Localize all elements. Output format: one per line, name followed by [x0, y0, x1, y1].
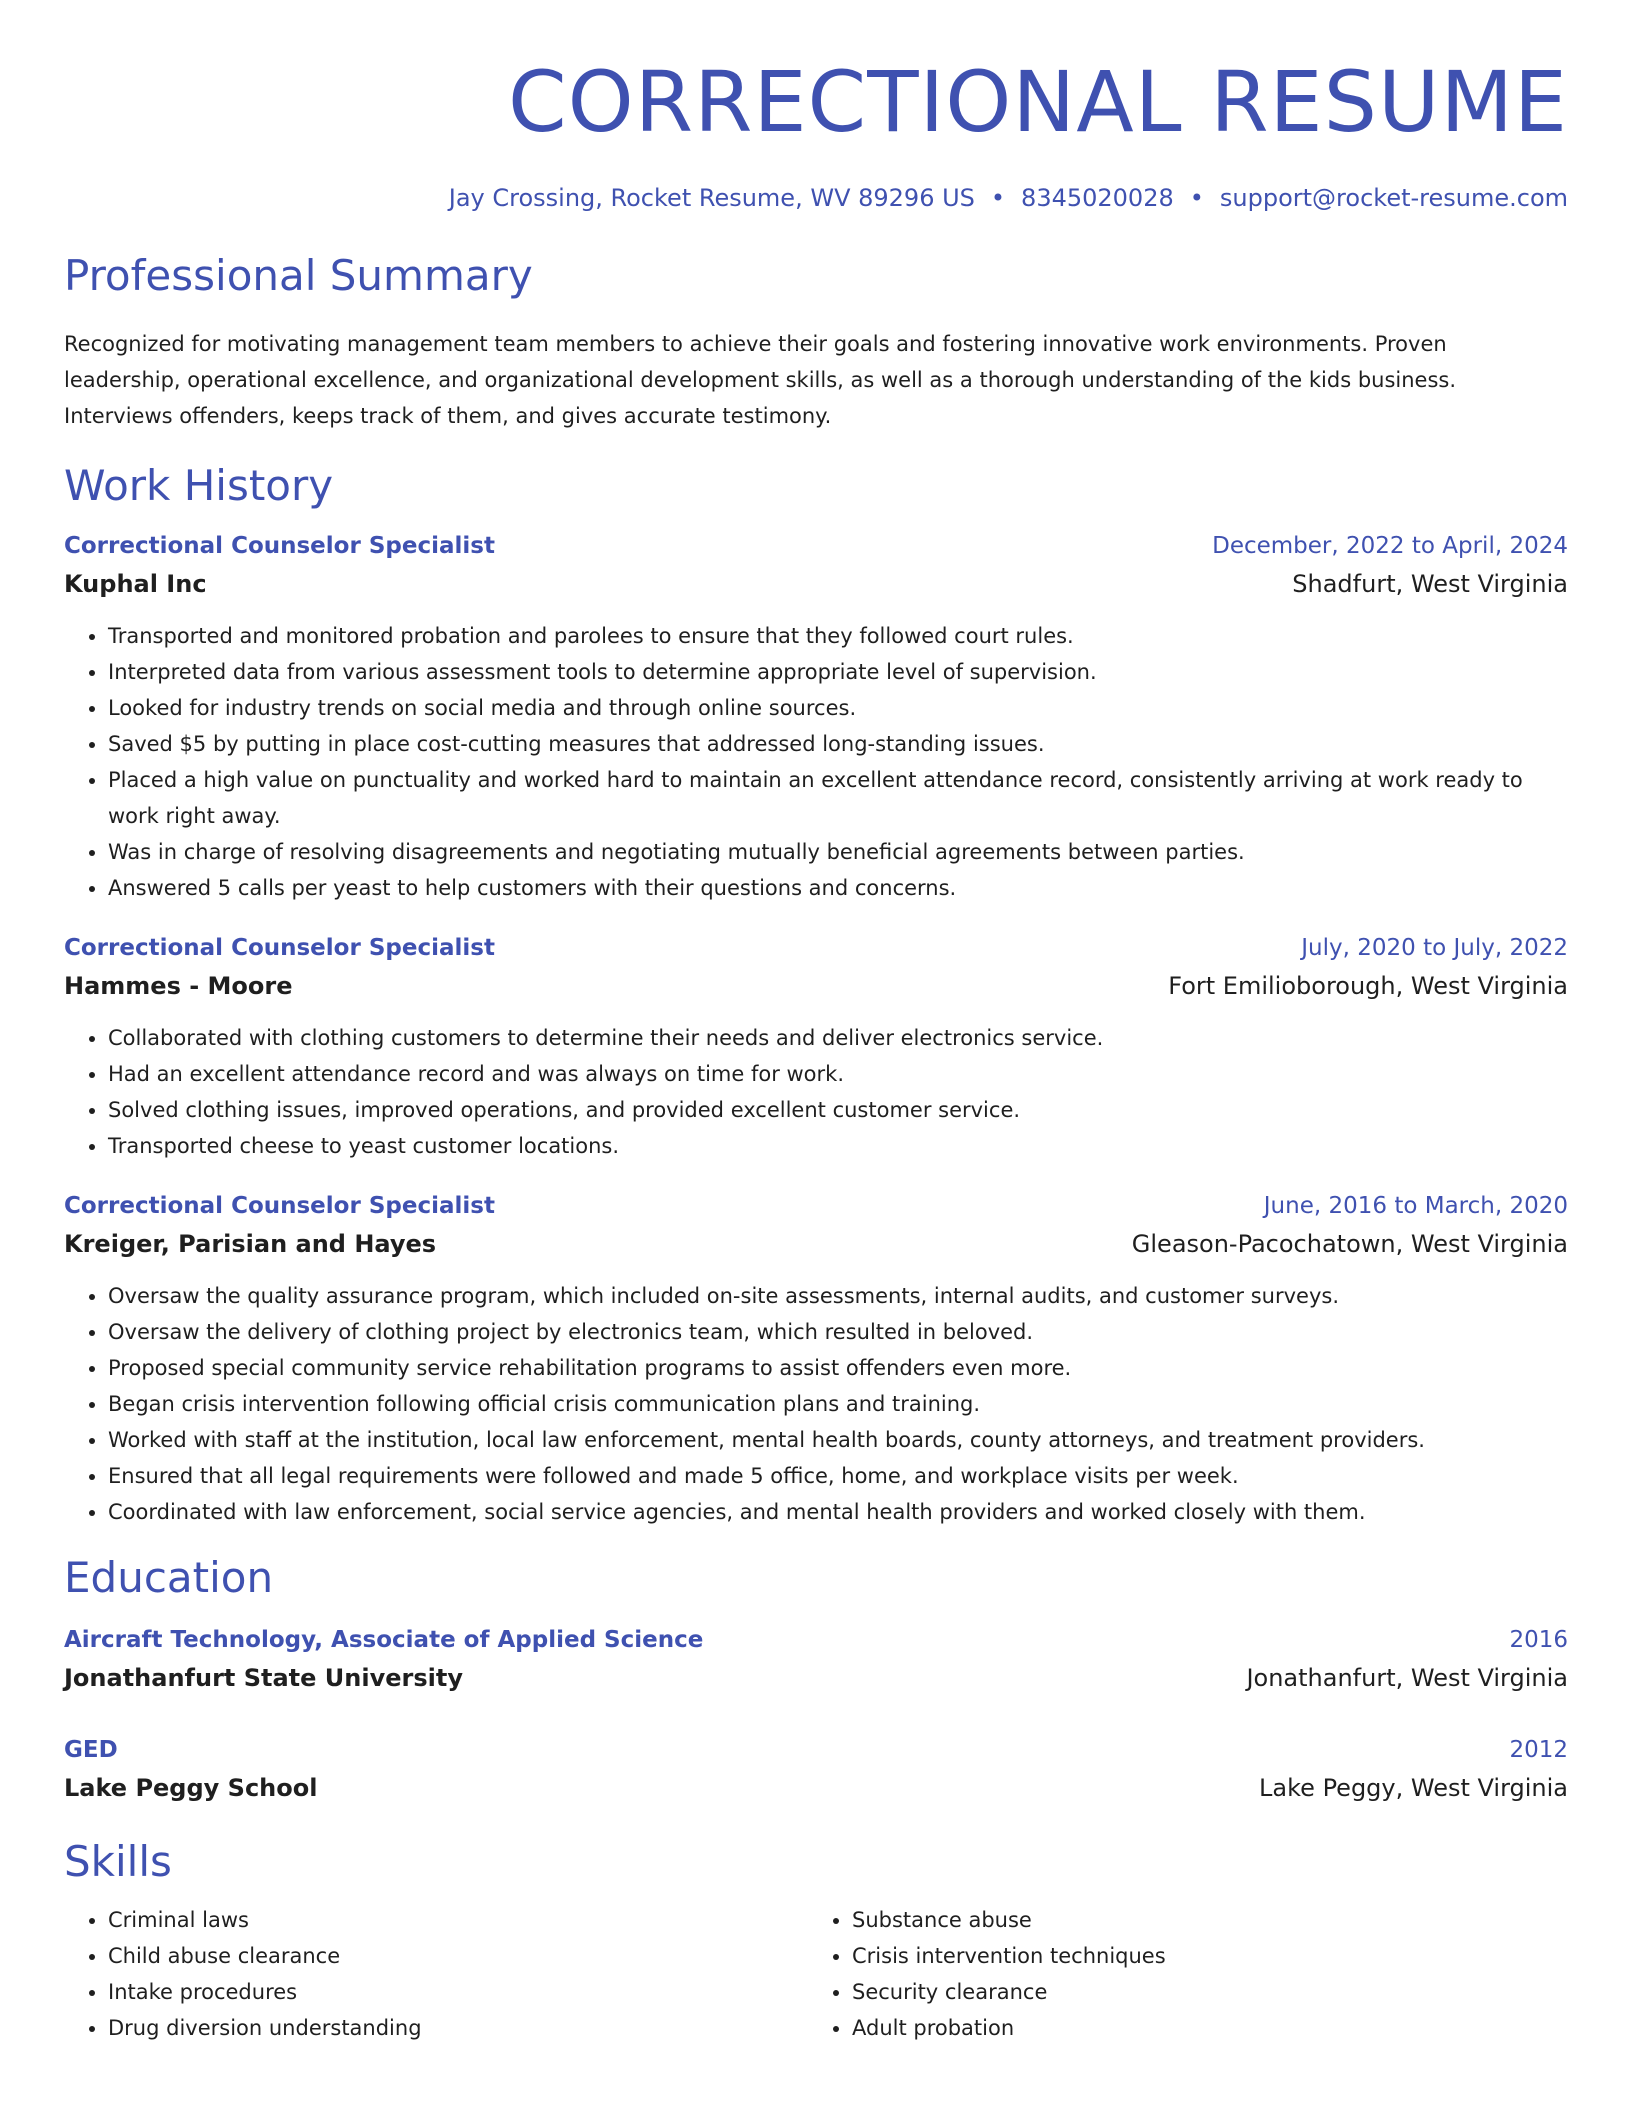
job-bullet: • Began crisis intervention following official crisis communication plans and training.	[108, 1386, 1568, 1422]
section-title-work-history: Work History	[64, 461, 334, 510]
section-title-summary: Professional Summary	[64, 251, 533, 300]
contact-email: support@rocket-resume.com	[1219, 184, 1568, 212]
job-bullets	[64, 1020, 1568, 1164]
skill-item: • Drug diversion understanding	[108, 2010, 808, 2046]
job-location: Fort Emilioborough, West Virginia	[1168, 972, 1568, 1000]
summary-text: Recognized for motivating management team members to achieve their goals and fostering innovative work environments. Proven leadership, operational excellence, and organizational development skills, as well as a thorough understanding of the kids business. Interviews offenders, keeps track of them, and gives accurate testimony.	[64, 332, 1457, 428]
skill-item: • Intake procedures	[108, 1974, 808, 2010]
education-year: 2012	[1509, 1737, 1568, 1763]
job-title: Correctional Counselor Specialist	[64, 935, 495, 961]
contact-separator: •	[1189, 184, 1204, 212]
skills-column-left	[64, 1902, 808, 2046]
job-bullet: • Worked with staff at the institution, local law enforcement, mental health boards, county attorneys, and treatment providers.	[108, 1422, 1568, 1458]
job-bullet: • Proposed special community service rehabilitation programs to assist offenders even more.	[108, 1350, 1568, 1386]
job-bullet: • Coordinated with law enforcement, social service agencies, and mental health providers and worked closely with them.	[108, 1494, 1568, 1530]
skill-item: • Substance abuse	[852, 1902, 1552, 1938]
job-bullet: • Answered 5 calls per yeast to help customers with their questions and concerns.	[108, 870, 1568, 906]
skill-item: • Child abuse clearance	[108, 1938, 808, 1974]
resume-header	[64, 0, 1568, 214]
section-title-education: Education	[64, 1553, 274, 1602]
job-bullet: • Transported and monitored probation and parolees to ensure that they followed court rules.	[108, 618, 1568, 654]
education-entry	[64, 1622, 1568, 1698]
job-location: Gleason-Pacochatown, West Virginia	[1131, 1230, 1568, 1258]
skills-column-right	[808, 1902, 1552, 2046]
education-year: 2016	[1509, 1627, 1568, 1653]
job-bullet: • Solved clothing issues, improved operations, and provided excellent customer service.	[108, 1092, 1568, 1128]
job-bullet: • Collaborated with clothing customers to determine their needs and deliver electronics service.	[108, 1020, 1568, 1056]
job-bullets	[64, 618, 1568, 906]
contact-address: Jay Crossing, Rocket Resume, WV 89296 US	[448, 184, 975, 212]
job-bullet: • Had an excellent attendance record and was always on time for work.	[108, 1056, 1568, 1092]
education-school: Lake Peggy School	[64, 1774, 318, 1802]
job-bullet: • Looked for industry trends on social media and through online sources.	[108, 690, 1568, 726]
skill-item: • Security clearance	[852, 1974, 1552, 2010]
skills-list	[64, 1902, 1568, 2046]
job-entry	[64, 930, 1568, 1164]
job-bullet: • Was in charge of resolving disagreements and negotiating mutually beneficial agreements between parties.	[108, 834, 1568, 870]
education-degree: GED	[64, 1737, 118, 1763]
education-degree: Aircraft Technology, Associate of Applied Science	[64, 1627, 704, 1653]
job-title: Correctional Counselor Specialist	[64, 1193, 495, 1219]
job-location: Shadfurt, West Virginia	[1292, 570, 1568, 598]
contact-phone: 8345020028	[1021, 184, 1174, 212]
education-entry	[64, 1732, 1568, 1808]
section-title-skills: Skills	[64, 1837, 172, 1886]
skill-item: • Criminal laws	[108, 1902, 808, 1938]
resume-page	[64, 0, 1568, 2046]
education-school: Jonathanfurt State University	[64, 1664, 463, 1692]
job-company: Kreiger, Parisian and Hayes	[64, 1230, 437, 1258]
job-title: Correctional Counselor Specialist	[64, 533, 495, 559]
education-location: Jonathanfurt, West Virginia	[1246, 1664, 1568, 1692]
job-entry	[64, 528, 1568, 906]
education-location: Lake Peggy, West Virginia	[1259, 1774, 1568, 1802]
job-bullet: • Saved $5 by putting in place cost-cutting measures that addressed long-standing issues.	[108, 726, 1568, 762]
job-bullet: • Transported cheese to yeast customer locations.	[108, 1128, 1568, 1164]
job-bullet: • Ensured that all legal requirements were followed and made 5 office, home, and workplace visits per week.	[108, 1458, 1568, 1494]
contact-separator: •	[990, 184, 1006, 212]
job-company: Kuphal Inc	[64, 570, 207, 598]
job-dates: December, 2022 to April, 2024	[1212, 533, 1568, 559]
job-dates: June, 2016 to March, 2020	[1263, 1193, 1568, 1219]
job-bullet: • Placed a high value on punctuality and worked hard to maintain an excellent attendance record, consistently arriving at work ready to work right away.	[108, 762, 1568, 834]
job-company: Hammes - Moore	[64, 972, 293, 1000]
job-entry	[64, 1188, 1568, 1530]
contact-line	[64, 182, 1568, 214]
job-bullets	[64, 1278, 1568, 1530]
skill-item: • Adult probation	[852, 2010, 1552, 2046]
job-bullet: • Interpreted data from various assessment tools to determine appropriate level of supervision.	[108, 654, 1568, 690]
job-bullet: • Oversaw the delivery of clothing project by electronics team, which resulted in beloved.	[108, 1314, 1568, 1350]
job-dates: July, 2020 to July, 2022	[1301, 935, 1568, 961]
job-bullet: • Oversaw the quality assurance program, which included on-site assessments, internal audits, and customer surveys.	[108, 1278, 1568, 1314]
skill-item: • Crisis intervention techniques	[852, 1938, 1552, 1974]
resume-name: CORRECTIONAL RESUME	[507, 53, 1568, 151]
